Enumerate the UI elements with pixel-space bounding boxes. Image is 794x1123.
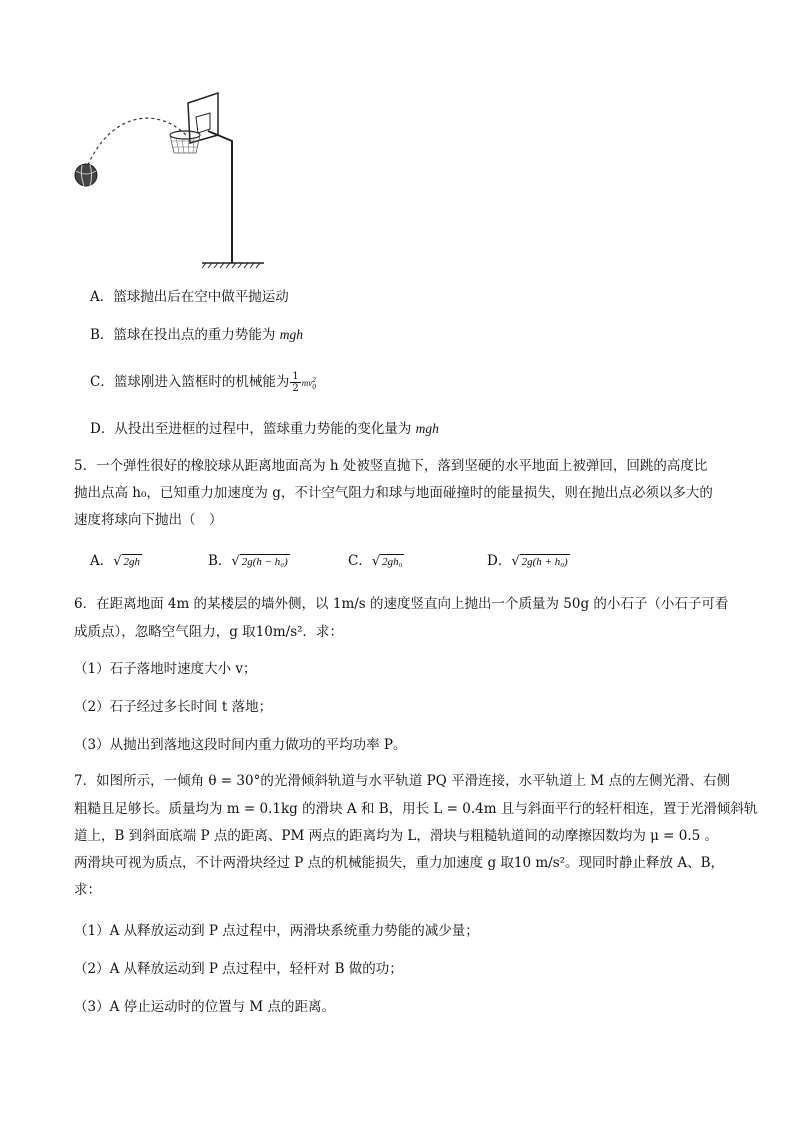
- q5-line-2: 抛出点高 h₀，已知重力加速度为 g，不计空气阻力和球与地面碰撞时的能量损失，则在抛出点必须以多大的: [74, 485, 713, 501]
- q4-option-b: [90, 325, 303, 345]
- q4-option-b-text: B．篮球在投出点的重力势能为: [90, 327, 280, 343]
- ground: [202, 263, 264, 268]
- q4-option-d-var: mgh: [415, 421, 439, 436]
- q6-line-2: 成质点），忽略空气阻力，g 取10m/s²．求：: [74, 624, 344, 640]
- q4-option-d: [90, 419, 439, 439]
- q5-option-a-expr: 2gh: [123, 556, 141, 568]
- q4-option-c-text: C．篮球刚进入篮框时的机械能为: [90, 374, 290, 390]
- backboard: [188, 93, 218, 143]
- q5-option-c-label: C．: [348, 553, 372, 569]
- pole: [208, 131, 232, 263]
- q7-sub-1: （1）A 从释放运动到 P 点过程中，两滑块系统重力势能的减少量；: [74, 923, 479, 939]
- q7-line-1: 7．如图所示，一倾角 θ = 30°的光滑倾斜轨道与水平轨道 PQ 平滑连接，水平轨道上 M 点的左侧光滑、右侧: [74, 773, 730, 789]
- q6-sub-1: （1）石子落地时速度大小 v；: [74, 661, 257, 677]
- q6-sub-2: （2）石子经过多长时间 t 落地；: [74, 699, 273, 715]
- q7-line-5: 求：: [74, 882, 101, 898]
- q6-line-1: 6．在距离地面 4m 的某楼层的墙外侧，以 1m/s 的速度竖直向上抛出一个质量为 50g 的小石子（小石子可看: [74, 596, 729, 612]
- q7-line-4: 两滑块可视为质点，不计两滑块经过 P 点的机械能损失，重力加速度 g 取10 m/s²。现同时静止释放 A、B，: [74, 855, 725, 871]
- q5-option-c-expr: 2gh₀: [382, 556, 403, 568]
- q5-option-b-expr: 2g(h − h₀): [241, 556, 288, 568]
- q5-option-a-label: A．: [90, 553, 114, 569]
- q4-option-b-var: mgh: [279, 327, 303, 342]
- basketball-figure: [60, 85, 280, 275]
- q5-option-d-label: D．: [487, 553, 512, 569]
- q7-line-3: 道上，B 到斜面底端 P 点的距离、PM 两点的距离均为 L，滑块与粗糙轨道间的动摩擦因数均为 μ = 0.5 。: [74, 828, 719, 844]
- q5-option-d-expr: 2g(h + h₀): [521, 556, 568, 568]
- half-fraction: $\frac{1}{2}$: [292, 371, 299, 394]
- q4-option-c: [90, 366, 316, 401]
- q5-line-1: 5．一个弹性很好的橡胶球从距离地面高为 h 处被竖直抛下，落到坚硬的水平地面上被弹回，回跳的高度比: [74, 458, 708, 474]
- q5-line-3: 速度将球向下抛出（ ）: [74, 512, 223, 528]
- q5-option-b-label: B．: [208, 553, 232, 569]
- q5-option-d: D．√ 2g(h + h₀): [487, 553, 568, 569]
- q5-option-a: A．√ 2gh: [90, 553, 141, 569]
- q6-sub-3: （3）从抛出到落地这段时间内重力做功的平均功率 P。: [74, 737, 407, 753]
- q7-sub-2: （2）A 从释放运动到 P 点过程中，轻杆对 B 做的功；: [74, 961, 403, 977]
- q4-option-a: A．篮球抛出后在空中做平抛运动: [90, 289, 289, 305]
- q5-option-c: C．√ 2gh₀: [348, 553, 403, 569]
- basketball-icon: [75, 164, 97, 186]
- q4-option-c-expr: $mv_0^2$: [301, 375, 316, 391]
- q5-option-b: B．√ 2g(h − h₀): [208, 553, 288, 569]
- q7-line-2: 粗糙且足够长。质量均为 m = 0.1kg 的滑块 A 和 B，用长 L = 0.4m 且与斜面平行的轻杆相连，置于光滑倾斜轨: [74, 801, 758, 817]
- q4-option-d-text: D．从投出至进框的过程中，篮球重力势能的变化量为: [90, 421, 416, 437]
- q7-sub-3: （3）A 停止运动时的位置与 M 点的距离。: [74, 999, 336, 1015]
